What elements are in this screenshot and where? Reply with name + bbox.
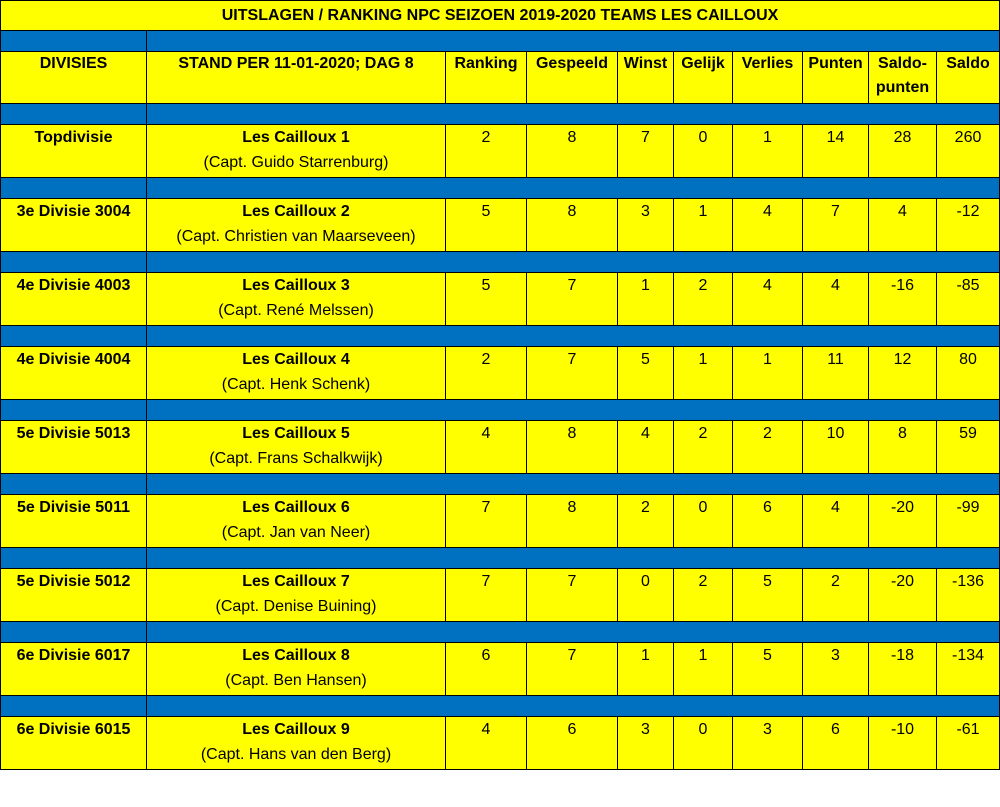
team-name: Les Cailloux 4: [242, 351, 350, 368]
team-cell: [147, 569, 446, 622]
saldo-cell: -99: [937, 495, 1000, 548]
saldopunten-cell: -20: [869, 495, 937, 548]
table-row: [1, 347, 1000, 400]
separator-row: [1, 696, 1000, 717]
divisie-cell: 5e Divisie 5012: [1, 569, 147, 622]
divisie-cell: 6e Divisie 6017: [1, 643, 147, 696]
gelijk-cell: 0: [674, 125, 733, 178]
team-cell: [147, 421, 446, 474]
team-name: Les Cailloux 6: [242, 499, 350, 516]
winst-cell: 2: [618, 495, 674, 548]
gespeeld-cell: 8: [527, 199, 618, 252]
punten-cell: 7: [803, 199, 869, 252]
punten-cell: 4: [803, 273, 869, 326]
team-name: Les Cailloux 9: [242, 721, 350, 738]
header-saldopunten-line1: Saldo-: [878, 55, 927, 72]
table-row: [1, 569, 1000, 622]
separator-row: [1, 326, 1000, 347]
punten-cell: 6: [803, 717, 869, 770]
header-saldo: Saldo: [937, 52, 1000, 104]
verlies-cell: 2: [733, 421, 803, 474]
header-saldopunten: [869, 52, 937, 104]
team-name: Les Cailloux 3: [242, 277, 350, 294]
separator-row: [1, 31, 1000, 52]
header-row: [1, 52, 1000, 104]
gelijk-cell: 1: [674, 199, 733, 252]
header-punten: Punten: [803, 52, 869, 104]
gespeeld-cell: 7: [527, 347, 618, 400]
team-cell: [147, 199, 446, 252]
gespeeld-cell: 6: [527, 717, 618, 770]
saldopunten-cell: -10: [869, 717, 937, 770]
ranking-cell: 6: [446, 643, 527, 696]
ranking-cell: 5: [446, 199, 527, 252]
header-stand: STAND PER 11-01-2020; DAG 8: [147, 52, 446, 104]
gespeeld-cell: 8: [527, 421, 618, 474]
gespeeld-cell: 7: [527, 643, 618, 696]
punten-cell: 14: [803, 125, 869, 178]
winst-cell: 1: [618, 643, 674, 696]
separator-row: [1, 400, 1000, 421]
separator-row: [1, 252, 1000, 273]
page-title: UITSLAGEN / RANKING NPC SEIZOEN 2019-2020 TEAMS LES CAILLOUX: [1, 1, 1000, 31]
gelijk-cell: 1: [674, 347, 733, 400]
ranking-cell: 2: [446, 125, 527, 178]
team-captain: (Capt. Ben Hansen): [225, 672, 367, 689]
gespeeld-cell: 7: [527, 569, 618, 622]
gelijk-cell: 0: [674, 495, 733, 548]
header-divisies: DIVISIES: [1, 52, 147, 104]
table-row: [1, 717, 1000, 770]
saldopunten-cell: -18: [869, 643, 937, 696]
saldo-cell: -12: [937, 199, 1000, 252]
table-row: [1, 421, 1000, 474]
team-cell: [147, 495, 446, 548]
winst-cell: 4: [618, 421, 674, 474]
team-captain: (Capt. Henk Schenk): [221, 376, 371, 393]
divisie-cell: 3e Divisie 3004: [1, 199, 147, 252]
team-cell: [147, 347, 446, 400]
gelijk-cell: 2: [674, 569, 733, 622]
winst-cell: 7: [618, 125, 674, 178]
team-name: Les Cailloux 5: [242, 425, 350, 442]
team-cell: [147, 125, 446, 178]
team-captain: (Capt. Jan van Neer): [221, 524, 371, 541]
separator-row: [1, 474, 1000, 495]
team-captain: (Capt. Christien van Maarseveen): [176, 228, 416, 245]
header-verlies: Verlies: [733, 52, 803, 104]
header-ranking: Ranking: [446, 52, 527, 104]
divisie-cell: 4e Divisie 4003: [1, 273, 147, 326]
team-cell: [147, 273, 446, 326]
team-cell: [147, 717, 446, 770]
separator-row: [1, 104, 1000, 125]
table-row: [1, 125, 1000, 178]
ranking-cell: 2: [446, 347, 527, 400]
winst-cell: 1: [618, 273, 674, 326]
table-row: [1, 495, 1000, 548]
verlies-cell: 4: [733, 273, 803, 326]
team-captain: (Capt. Denise Buining): [215, 598, 377, 615]
saldopunten-cell: -20: [869, 569, 937, 622]
verlies-cell: 1: [733, 125, 803, 178]
verlies-cell: 5: [733, 569, 803, 622]
saldo-cell: 260: [937, 125, 1000, 178]
saldo-cell: -61: [937, 717, 1000, 770]
team-captain: (Capt. Frans Schalkwijk): [209, 450, 383, 467]
saldopunten-cell: -16: [869, 273, 937, 326]
team-name: Les Cailloux 7: [242, 573, 350, 590]
table-row: [1, 273, 1000, 326]
divisie-cell: 6e Divisie 6015: [1, 717, 147, 770]
ranking-cell: 4: [446, 717, 527, 770]
team-cell: [147, 643, 446, 696]
divisie-cell: Topdivisie: [1, 125, 147, 178]
title-row: [1, 1, 1000, 31]
ranking-cell: 7: [446, 495, 527, 548]
header-gespeeld: Gespeeld: [527, 52, 618, 104]
verlies-cell: 1: [733, 347, 803, 400]
saldopunten-cell: 4: [869, 199, 937, 252]
saldo-cell: 80: [937, 347, 1000, 400]
saldo-cell: -134: [937, 643, 1000, 696]
team-name: Les Cailloux 1: [242, 129, 350, 146]
saldo-cell: -136: [937, 569, 1000, 622]
team-captain: (Capt. René Melssen): [218, 302, 374, 319]
separator-row: [1, 548, 1000, 569]
saldopunten-cell: 12: [869, 347, 937, 400]
verlies-cell: 3: [733, 717, 803, 770]
saldo-cell: -85: [937, 273, 1000, 326]
header-gelijk: Gelijk: [674, 52, 733, 104]
saldopunten-cell: 8: [869, 421, 937, 474]
gespeeld-cell: 7: [527, 273, 618, 326]
ranking-cell: 4: [446, 421, 527, 474]
table-row: [1, 199, 1000, 252]
gelijk-cell: 0: [674, 717, 733, 770]
winst-cell: 3: [618, 199, 674, 252]
punten-cell: 11: [803, 347, 869, 400]
divisie-cell: 5e Divisie 5011: [1, 495, 147, 548]
team-name: Les Cailloux 2: [242, 203, 350, 220]
gelijk-cell: 1: [674, 643, 733, 696]
punten-cell: 10: [803, 421, 869, 474]
ranking-cell: 7: [446, 569, 527, 622]
gelijk-cell: 2: [674, 421, 733, 474]
punten-cell: 2: [803, 569, 869, 622]
verlies-cell: 5: [733, 643, 803, 696]
table-row: [1, 643, 1000, 696]
header-winst: Winst: [618, 52, 674, 104]
verlies-cell: 6: [733, 495, 803, 548]
separator-row: [1, 622, 1000, 643]
winst-cell: 3: [618, 717, 674, 770]
header-saldopunten-line2: punten: [875, 79, 930, 96]
winst-cell: 0: [618, 569, 674, 622]
saldopunten-cell: 28: [869, 125, 937, 178]
gelijk-cell: 2: [674, 273, 733, 326]
punten-cell: 3: [803, 643, 869, 696]
team-captain: (Capt. Hans van den Berg): [200, 746, 392, 763]
team-captain: (Capt. Guido Starrenburg): [203, 154, 389, 171]
team-name: Les Cailloux 8: [242, 647, 350, 664]
gespeeld-cell: 8: [527, 495, 618, 548]
ranking-cell: 5: [446, 273, 527, 326]
punten-cell: 4: [803, 495, 869, 548]
gespeeld-cell: 8: [527, 125, 618, 178]
winst-cell: 5: [618, 347, 674, 400]
divisie-cell: 4e Divisie 4004: [1, 347, 147, 400]
verlies-cell: 4: [733, 199, 803, 252]
separator-row: [1, 178, 1000, 199]
saldo-cell: 59: [937, 421, 1000, 474]
divisie-cell: 5e Divisie 5013: [1, 421, 147, 474]
